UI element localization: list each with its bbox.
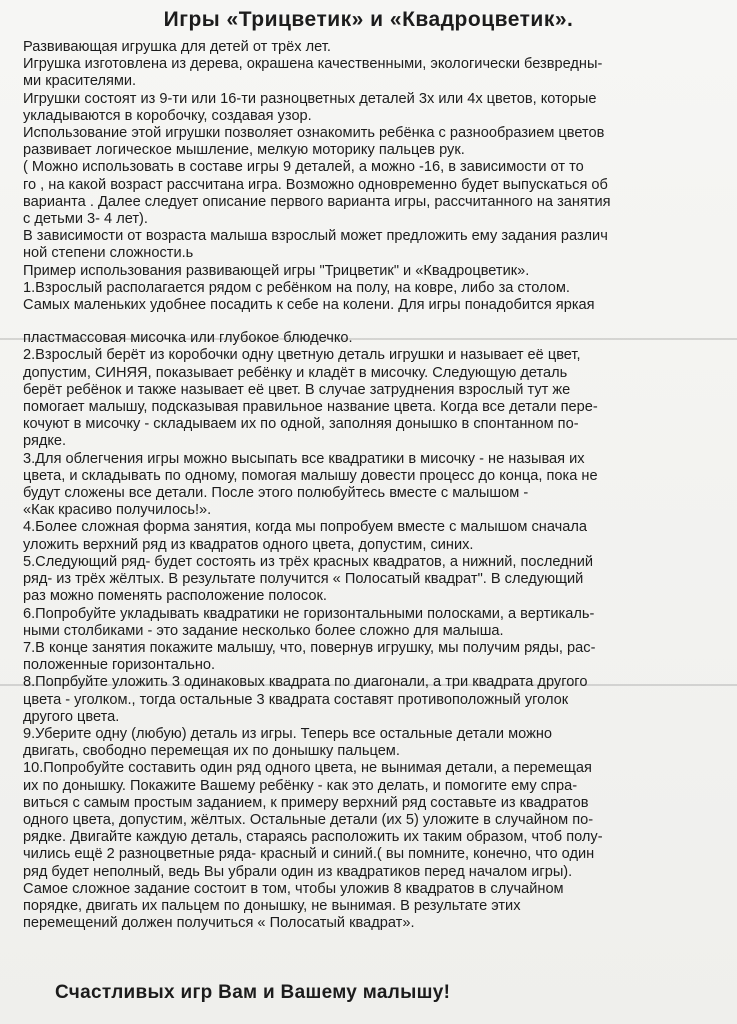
text-line: рядке.	[23, 433, 67, 450]
text-line: ряд- из трёх жёлтых. В результате получится « Полосатый квадрат". В следующий	[23, 571, 584, 588]
text-line: берёт ребёнок и также называет её цвет. В случае затруднения взрослый тут же	[23, 381, 571, 398]
text-line: 2.Взрослый берёт из коробочки одну цветную деталь игрушки и называет её цвет,	[23, 347, 581, 364]
text-line: допустим, СИНЯЯ, показывает ребёнку и кладёт в мисочку. Следующую деталь	[23, 364, 568, 381]
text-line: будут сложены все детали. После этого полюбуйтесь вместе с малышом -	[23, 485, 529, 502]
text-line: ной степени сложности.ь	[23, 245, 194, 262]
text-line: раз можно поменять расположение полосок.	[23, 588, 327, 605]
text-line: цвета - уголком., тогда остальные 3 квадрата составят противоположный уголок	[23, 691, 569, 708]
text-line: укладываются в коробочку, создавая узор.	[23, 107, 312, 124]
text-line: с детьми 3- 4 лет).	[23, 211, 148, 228]
text-line: двигать, свободно перемещая их по донышку пальцем.	[23, 743, 400, 760]
text-line: Развивающая игрушка для детей от трёх лет.	[23, 39, 331, 55]
page-title: Игры «Трицветик» и «Квадроцветик».	[163, 8, 574, 31]
text-line: варианта . Далее следует описание первого варианта игры, рассчитанного на занятия	[23, 193, 611, 210]
text-line: помогает малышу, подсказывая правильное название цвета. Когда все детали пере-	[23, 399, 598, 416]
text-line: 10.Попробуйте составить один ряд одного цвета, не вынимая детали, а перемещая	[23, 760, 592, 777]
instructions-section	[23, 330, 723, 932]
text-line: ( Можно использовать в составе игры 9 деталей, а можно -16, в зависимости от то	[23, 159, 584, 176]
fold-gap	[23, 314, 723, 330]
text-line: одного цвета, допустим, жёлтых. Остальные детали (их 5) уложите в случайном по-	[23, 811, 594, 828]
text-line: кочуют в мисочку - складываем их по одной, заполняя донышко в спонтанном по-	[23, 416, 579, 433]
closing-wish: Счастливых игр Вам и Вашему малышу!	[55, 982, 451, 1003]
text-line: цвета, и складывать по одному, помогая малышу довести процесс до конца, пока не	[23, 467, 598, 484]
text-line: ными столбиками - это задание несколько более сложно для малыша.	[23, 622, 504, 639]
text-line: «Как красиво получилось!».	[23, 502, 212, 519]
text-line: 1.Взрослый располагается рядом с ребёнком на полу, на ковре, либо за столом.	[23, 279, 570, 296]
text-line: Игрушка изготовлена из дерева, окрашена качественными, экологически безвредны-	[23, 56, 603, 73]
text-line: рядке. Двигайте каждую деталь, стараясь расположить их таким образом, чтоб полу-	[23, 829, 603, 846]
text-line: пластмассовая мисочка или глубокое блюдечко.	[23, 330, 353, 347]
text-line: 7.В конце занятия покажите малышу, что, повернув игрушку, мы получим ряды, рас-	[23, 639, 596, 656]
text-line: другого цвета.	[23, 708, 120, 725]
text-line: 5.Следующий ряд- будет состоять из трёх красных квадратов, а нижний, последний	[23, 553, 594, 570]
text-line: В зависимости от возраста малыша взрослый может предложить ему задания различ	[23, 228, 608, 245]
text-line: уложить верхний ряд из квадратов одного цвета, допустим, синих.	[23, 536, 474, 553]
text-line: Самое сложное задание состоит в том, чтобы уложив 8 квадратов в случайном	[23, 880, 564, 897]
text-line: их по донышку. Покажите Вашему ребёнку - как это делать, и помогите ему спра-	[23, 777, 578, 794]
text-line: 3.Для облегчения игры можно высыпать все квадратики в мисочку - не называя их	[23, 450, 585, 467]
text-line: ми красителями.	[23, 73, 137, 90]
text-line: порядке, двигать их пальцем по донышку, не вынимая. В результате этих	[23, 897, 521, 914]
text-line: ряд будет неполный, ведь Вы убрали один из квадратиков перед началом игры).	[23, 863, 573, 880]
text-line: развивает логическое мышление, мелкую моторику пальцев рук.	[23, 142, 465, 159]
text-line: Игрушки состоят из 9-ти или 16-ти разноцветных деталей 3х или 4х цветов, которые	[23, 90, 597, 107]
intro-section	[23, 39, 723, 314]
text-line: го , на какой возраст рассчитана игра. Возможно одновременно будет выпускаться об	[23, 176, 608, 193]
text-line: Использование этой игрушки позволяет ознакомить ребёнка с разнообразием цветов	[23, 125, 605, 142]
text-line: Самых маленьких удобнее посадить к себе на колени. Для игры понадобится яркая	[23, 297, 595, 314]
text-line: перемещений должен получиться « Полосатый квадрат».	[23, 915, 415, 932]
text-line: положенные горизонтально.	[23, 657, 216, 674]
document-body	[23, 39, 723, 932]
text-line: Пример использования развивающей игры "Трицветик" и «Квадроцветик».	[23, 262, 530, 279]
text-line: чились ещё 2 разноцветные ряда- красный и синий.( вы помните, конечно, что один	[23, 846, 595, 863]
text-line: виться с самым простым заданием, к примеру верхний ряд составьте из квадратов	[23, 794, 589, 811]
text-line: 6.Попробуйте укладывать квадратики не горизонтальными полосками, а вертикаль-	[23, 605, 595, 622]
text-line: 4.Более сложная форма занятия, когда мы попробуем вместе с малышом сначала	[23, 519, 588, 536]
text-line: 8.Попрбуйте уложить 3 одинаковых квадрата по диагонали, а три квадрата другого	[23, 674, 588, 691]
text-line: 9.Уберите одну (любую) деталь из игры. Теперь все остальные детали можно	[23, 725, 553, 742]
